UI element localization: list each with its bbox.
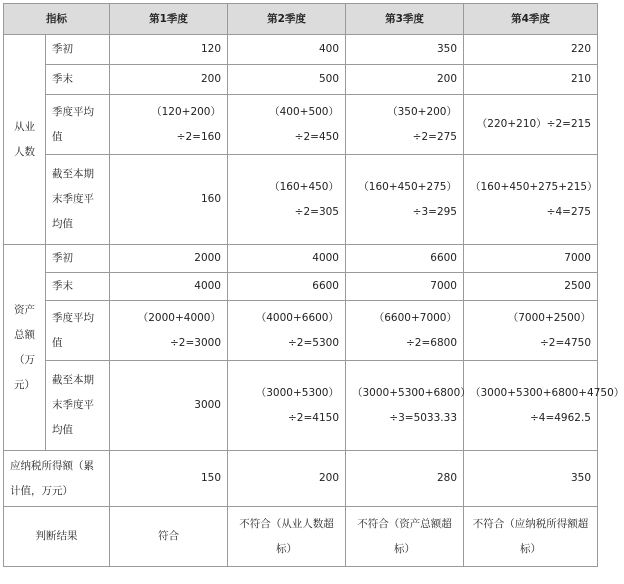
- cell-value: 6600: [228, 273, 346, 301]
- cell-value: （3000+5300+6800）÷3=5033.33: [346, 361, 464, 451]
- table-row: [4, 245, 598, 273]
- table-row: [4, 65, 598, 95]
- cell-value: （160+450+275）÷3=295: [346, 155, 464, 245]
- cell-value: （350+200）÷2=275: [346, 95, 464, 155]
- cell-value: 120: [110, 35, 228, 65]
- cell-value: （160+450）÷2=305: [228, 155, 346, 245]
- cell-value: 210: [464, 65, 598, 95]
- cell-value: 280: [346, 451, 464, 507]
- header-q4: 第4季度: [464, 4, 598, 35]
- cell-value: （7000+2500）÷2=4750: [464, 301, 598, 361]
- quarterly-indicator-table: [3, 3, 624, 567]
- cell-value: 200: [346, 65, 464, 95]
- row-label-result: 判断结果: [4, 507, 110, 567]
- header-q3: 第3季度: [346, 4, 464, 35]
- cell-value: 3000: [110, 361, 228, 451]
- group-label-employees: 从业人数: [4, 35, 46, 245]
- cell-value: 350: [464, 451, 598, 507]
- header-q2: 第2季度: [228, 4, 346, 35]
- table-row: [4, 451, 598, 507]
- table-row: [4, 155, 598, 245]
- row-label: 季末: [46, 273, 110, 301]
- cell-value: 400: [228, 35, 346, 65]
- row-label: 截至本期末季度平均值: [46, 361, 110, 451]
- cell-value: （160+450+275+215）÷4=275: [464, 155, 598, 245]
- header-indicator: 指标: [4, 4, 110, 35]
- result-cell: 不符合（从业人数超标）: [228, 507, 346, 567]
- cell-value: （6600+7000）÷2=6800: [346, 301, 464, 361]
- cell-value: 4000: [110, 273, 228, 301]
- cell-value: （220+210）÷2=215: [464, 95, 598, 155]
- result-cell: 不符合（资产总额超标）: [346, 507, 464, 567]
- group-label-assets: 资产总额（万元）: [4, 245, 46, 451]
- cell-value: （3000+5300）÷2=4150: [228, 361, 346, 451]
- cell-value: 200: [110, 65, 228, 95]
- row-label: 季初: [46, 35, 110, 65]
- cell-value: 2500: [464, 273, 598, 301]
- cell-value: 220: [464, 35, 598, 65]
- table-row: [4, 273, 598, 301]
- cell-value: （400+500）÷2=450: [228, 95, 346, 155]
- table-row: [4, 361, 598, 451]
- cell-value: 6600: [346, 245, 464, 273]
- cell-value: 7000: [464, 245, 598, 273]
- cell-value: 200: [228, 451, 346, 507]
- cell-value: 2000: [110, 245, 228, 273]
- row-label: 季初: [46, 245, 110, 273]
- cell-value: 350: [346, 35, 464, 65]
- cell-value: （3000+5300+6800+4750）÷4=4962.5: [464, 361, 598, 451]
- cell-value: 160: [110, 155, 228, 245]
- row-label: 季度平均值: [46, 301, 110, 361]
- cell-value: （120+200）÷2=160: [110, 95, 228, 155]
- table-row: [4, 95, 598, 155]
- table-row: [4, 301, 598, 361]
- table-row: [4, 507, 598, 567]
- cell-value: 150: [110, 451, 228, 507]
- table-row: [4, 35, 598, 65]
- cell-value: （4000+6600）÷2=5300: [228, 301, 346, 361]
- result-cell: 符合: [110, 507, 228, 567]
- row-label-taxable-income: 应纳税所得额（累计值，万元）: [4, 451, 110, 507]
- header-q1: 第1季度: [110, 4, 228, 35]
- result-cell: 不符合（应纳税所得额超标）: [464, 507, 598, 567]
- header-row: [4, 4, 598, 35]
- row-label: 季末: [46, 65, 110, 95]
- row-label: 季度平均值: [46, 95, 110, 155]
- row-label: 截至本期末季度平均值: [46, 155, 110, 245]
- cell-value: （2000+4000）÷2=3000: [110, 301, 228, 361]
- cell-value: 500: [228, 65, 346, 95]
- cell-value: 4000: [228, 245, 346, 273]
- cell-value: 7000: [346, 273, 464, 301]
